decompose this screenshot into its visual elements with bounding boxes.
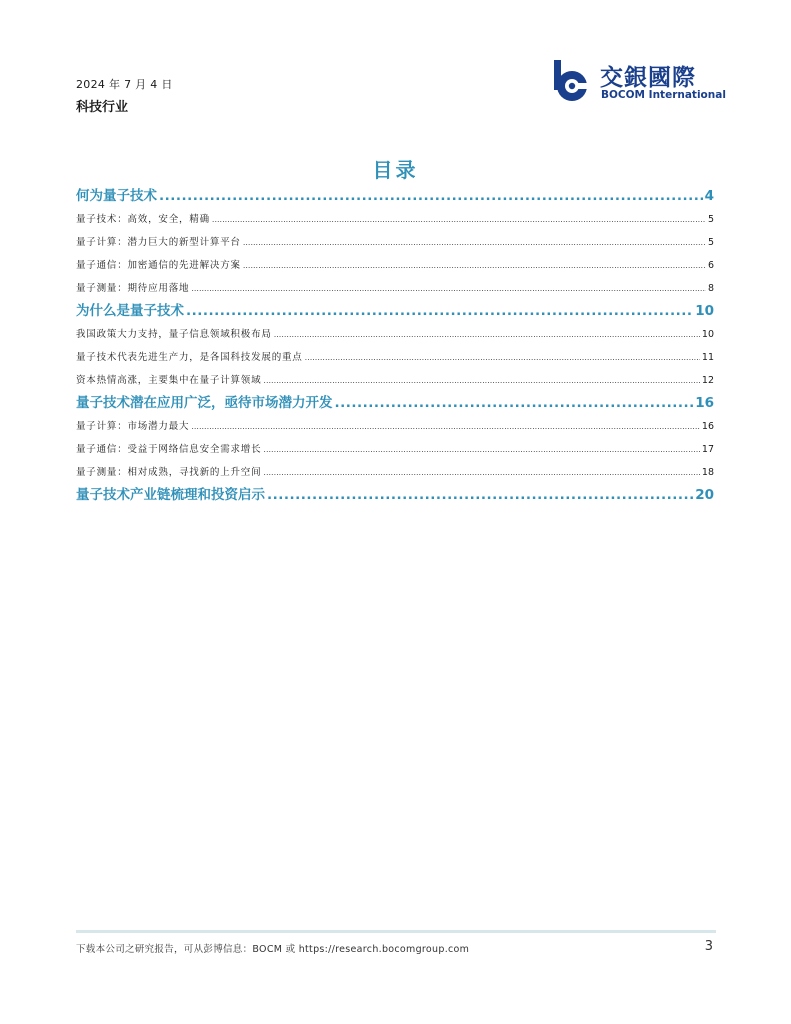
toc-subsection-entry[interactable] (76, 369, 714, 392)
toc-entry-title: 量子计算：潜力巨大的新型计算平台 (76, 237, 241, 248)
toc-dot-leader (191, 415, 700, 438)
footer-divider (76, 930, 716, 933)
toc-entry-page: 11 (701, 352, 714, 363)
toc-dot-leader (335, 392, 694, 415)
toc-subsection-entry[interactable] (76, 323, 714, 346)
toc-subsection-entry[interactable] (76, 231, 714, 254)
report-sector: 科技行业 (76, 100, 129, 115)
toc-dot-leader (159, 185, 703, 208)
toc-dot-leader (274, 323, 700, 346)
toc-dot-leader (263, 461, 700, 484)
toc-dot-leader (186, 300, 693, 323)
toc-entry-page: 10 (701, 329, 714, 340)
bocom-logo-icon (552, 58, 592, 104)
toc-entry-title: 量子技术代表先进生产力，是各国科技发展的重点 (76, 352, 303, 363)
toc-subsection-entry[interactable] (76, 438, 714, 461)
toc-entry-page: 4 (704, 188, 714, 204)
toc-entry-page: 6 (707, 260, 714, 271)
toc-entry-title: 量子技术：高效，安全，精确 (76, 214, 210, 225)
toc-entry-page: 16 (701, 421, 714, 432)
toc-section-entry[interactable] (76, 185, 714, 208)
toc-entry-page: 12 (701, 375, 714, 386)
toc-entry-page: 5 (707, 237, 714, 248)
toc-section-entry[interactable] (76, 484, 714, 507)
toc-subsection-entry[interactable] (76, 346, 714, 369)
toc-section-entry[interactable] (76, 392, 714, 415)
toc-dot-leader (191, 277, 706, 300)
toc-subsection-entry[interactable] (76, 254, 714, 277)
bocom-logo (552, 58, 726, 104)
logo-name-en: BOCOM International (601, 89, 726, 101)
toc-entry-page: 18 (701, 467, 714, 478)
footer-download-note: 下载本公司之研究报告，可从彭博信息：BOCM 或 https://research.bocomgroup.com (76, 944, 470, 955)
toc-entry-page: 8 (707, 283, 714, 294)
toc-section-entry[interactable] (76, 300, 714, 323)
report-date: 2024 年 7 月 4 日 (76, 78, 173, 91)
toc-dot-leader (243, 231, 706, 254)
toc-dot-leader (267, 484, 693, 507)
toc-entry-page: 5 (707, 214, 714, 225)
toc-subsection-entry[interactable] (76, 415, 714, 438)
toc-title: 目录 (372, 158, 419, 182)
toc-entry-title: 量子计算：市场潜力最大 (76, 421, 190, 432)
toc-entry-title: 量子测量：期待应用落地 (76, 283, 190, 294)
toc-entry-title: 何为量子技术 (76, 188, 157, 204)
toc-subsection-entry[interactable] (76, 461, 714, 484)
toc-entry-page: 16 (695, 395, 714, 411)
page-number: 3 (704, 939, 713, 954)
toc-subsection-entry[interactable] (76, 277, 714, 300)
toc-entry-page: 17 (701, 444, 714, 455)
toc-subsection-entry[interactable] (76, 208, 714, 231)
logo-name-cn: 交銀國際 (600, 65, 696, 91)
toc-entry-title: 量子通信：受益于网络信息安全需求增长 (76, 444, 262, 455)
toc-entry-page: 20 (695, 487, 714, 503)
table-of-contents (76, 185, 714, 507)
toc-dot-leader (305, 346, 700, 369)
toc-entry-title: 量子技术产业链梳理和投资启示 (76, 487, 265, 503)
toc-entry-title: 量子测量：相对成熟，寻找新的上升空间 (76, 467, 262, 478)
toc-dot-leader (263, 438, 700, 461)
toc-entry-page: 10 (695, 303, 714, 319)
toc-entry-title: 为什么是量子技术 (76, 303, 184, 319)
toc-dot-leader (263, 369, 700, 392)
toc-dot-leader (243, 254, 706, 277)
toc-dot-leader (212, 208, 706, 231)
toc-entry-title: 资本热情高涨，主要集中在量子计算领域 (76, 375, 262, 386)
toc-entry-title: 我国政策大力支持，量子信息领域积极布局 (76, 329, 272, 340)
toc-entry-title: 量子技术潜在应用广泛，亟待市场潜力开发 (76, 395, 333, 411)
toc-entry-title: 量子通信：加密通信的先进解决方案 (76, 260, 241, 271)
